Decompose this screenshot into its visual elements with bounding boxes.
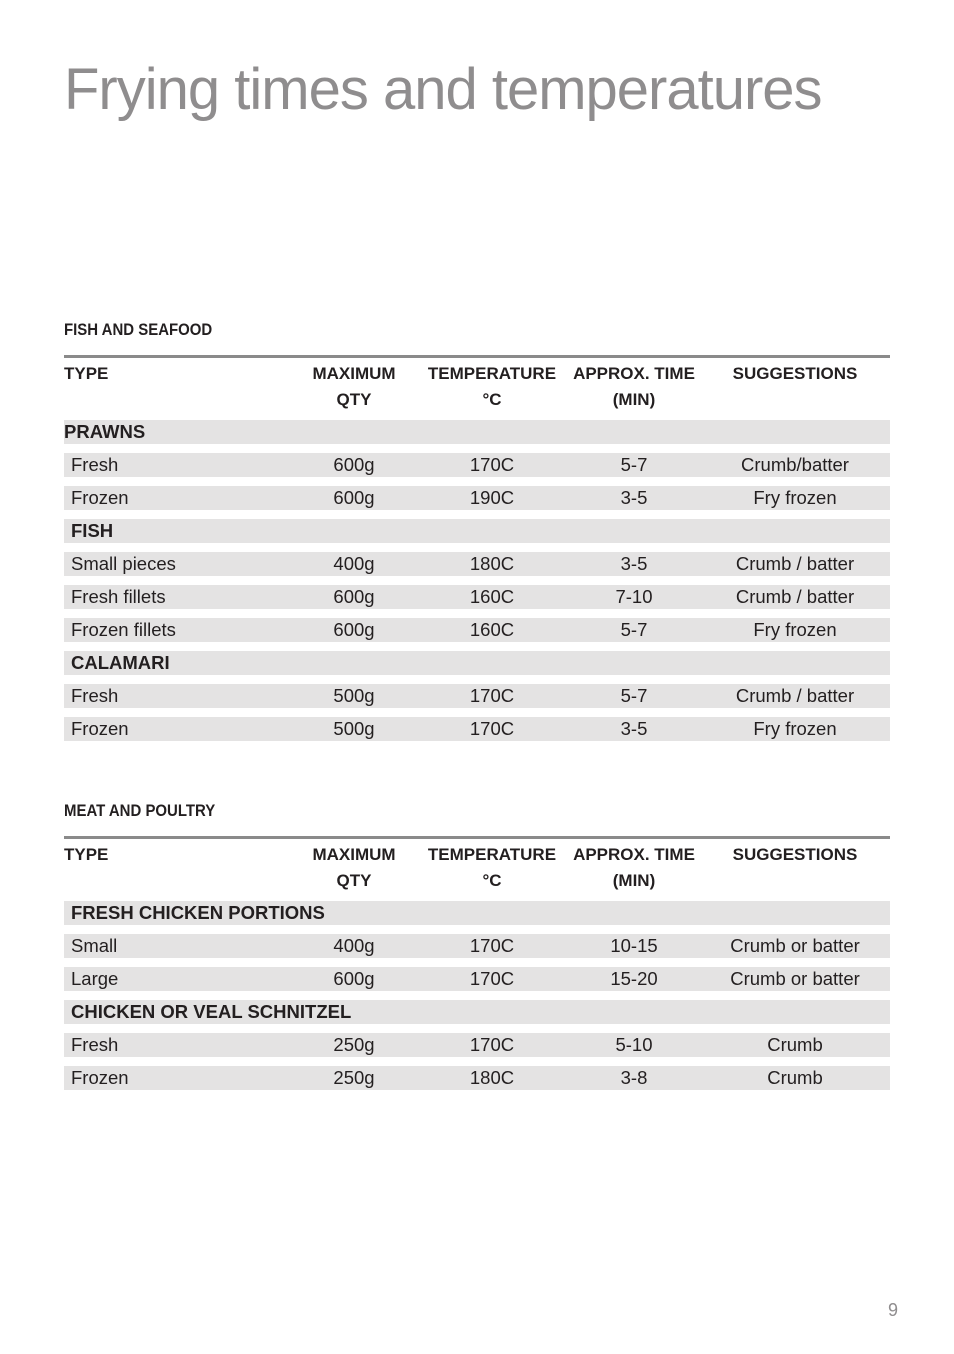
table-row: Frozen 250g 180C 3-8 Crumb xyxy=(64,1066,890,1090)
table-row: Large 600g 170C 15-20 Crumb or batter xyxy=(64,967,890,991)
col-max-qty: MAXIMUM QTY xyxy=(312,845,396,890)
table-row: Fresh fillets 600g 160C 7-10 Crumb / batter xyxy=(64,585,890,609)
table-header xyxy=(64,358,890,420)
group-row-prawns: PRAWNS xyxy=(64,420,890,444)
table-row: Frozen fillets 600g 160C 5-7 Fry frozen xyxy=(64,618,890,642)
section-title: MEAT AND POULTRY xyxy=(64,801,216,820)
group-row-fish: FISH xyxy=(64,519,890,543)
meat-poultry-section xyxy=(64,798,890,1099)
table-row: Frozen 500g 170C 3-5 Fry frozen xyxy=(64,717,890,741)
section-title: FISH AND SEAFOOD xyxy=(64,320,213,339)
col-type: TYPE xyxy=(64,845,109,864)
table-row: Fresh 500g 170C 5-7 Crumb / batter xyxy=(64,684,890,708)
table-row: Small pieces 400g 180C 3-5 Crumb / batter xyxy=(64,552,890,576)
col-approx-time: APPROX. TIME (MIN) xyxy=(573,845,695,890)
col-temperature: TEMPERATURE °C xyxy=(427,845,557,890)
table-row: Frozen 600g 190C 3-5 Fry frozen xyxy=(64,486,890,510)
page-title: Frying times and temperatures xyxy=(64,57,822,122)
fish-seafood-section xyxy=(64,317,890,750)
group-row-calamari: CALAMARI xyxy=(64,651,890,675)
col-max-qty: MAXIMUM QTY xyxy=(312,364,396,409)
table-header xyxy=(64,839,890,901)
group-row-fresh-chicken: FRESH CHICKEN PORTIONS xyxy=(64,901,890,925)
col-suggestions: SUGGESTIONS xyxy=(732,364,858,383)
table-row: Small 400g 170C 10-15 Crumb or batter xyxy=(64,934,890,958)
table-row: Fresh 250g 170C 5-10 Crumb xyxy=(64,1033,890,1057)
col-approx-time: APPROX. TIME (MIN) xyxy=(573,364,695,409)
group-row-schnitzel: CHICKEN OR VEAL SCHNITZEL xyxy=(64,1000,890,1024)
col-type: TYPE xyxy=(64,364,109,383)
page-number: 9 xyxy=(888,1300,899,1320)
table-row: Fresh 600g 170C 5-7 Crumb/batter xyxy=(64,453,890,477)
col-suggestions: SUGGESTIONS xyxy=(732,845,858,864)
col-temperature: TEMPERATURE °C xyxy=(427,364,557,409)
